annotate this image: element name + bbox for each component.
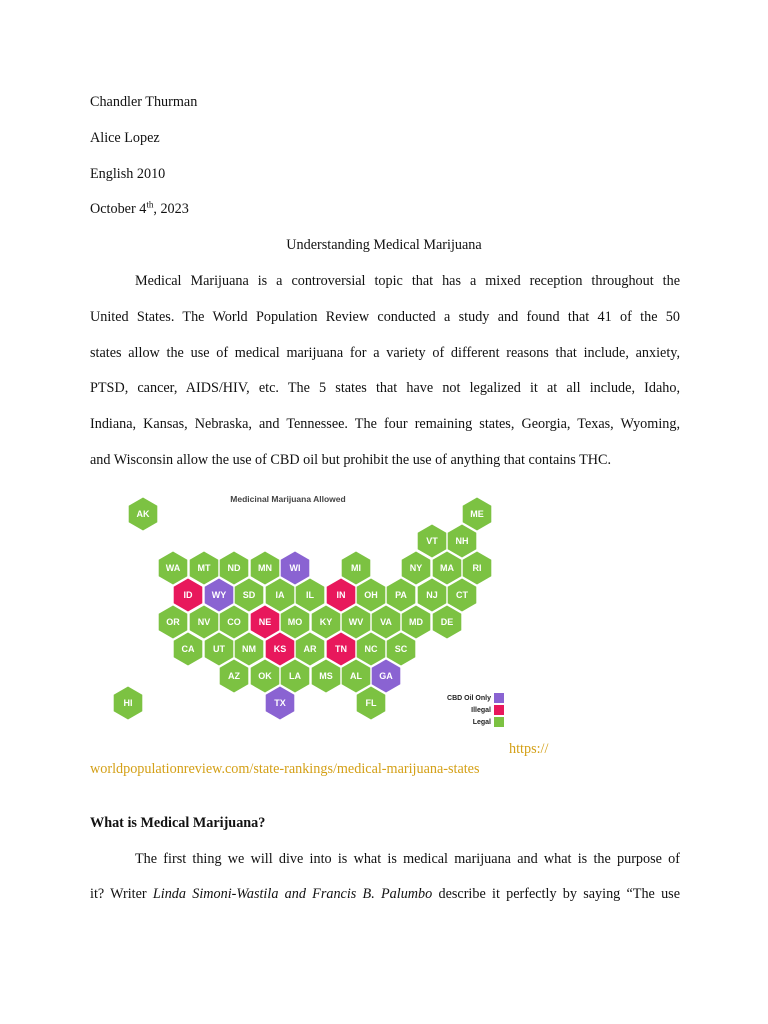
state-label: WV	[348, 617, 364, 628]
state-tile-ut	[205, 633, 234, 666]
state-tile-hi	[114, 687, 143, 720]
state-tile-ct	[448, 579, 477, 612]
state-tile-in	[327, 579, 356, 612]
state-label: MA	[440, 563, 454, 574]
state-tile-oh	[357, 579, 386, 612]
state-tile-mn	[251, 552, 280, 585]
state-tile-az	[220, 660, 249, 693]
date-prefix: October 4	[90, 201, 147, 217]
state-label: RI	[472, 563, 482, 574]
map-title: Medicinal Marijuana Allowed	[230, 494, 346, 504]
state-label: CT	[456, 590, 468, 601]
state-tile-tx	[266, 687, 295, 720]
legend-label-cbd: CBD Oil Only	[447, 695, 491, 702]
state-label: AK	[136, 509, 150, 520]
state-tile-fl	[357, 687, 386, 720]
state-label: KS	[273, 644, 287, 655]
paragraph2-line: The first thing we will dive into is what is medical marijuana and what is the purpose of	[135, 851, 680, 867]
paragraph2-text: describe it perfectly by saying “The use	[432, 886, 681, 902]
state-label: WA	[165, 563, 181, 574]
state-tile-de	[433, 606, 462, 639]
state-label: HI	[123, 698, 133, 709]
state-tile-tn	[327, 633, 356, 666]
state-tile-va	[372, 606, 401, 639]
state-label: LA	[289, 671, 301, 682]
state-tile-nh	[448, 525, 477, 558]
paragraph1-line: states allow the use of medical marijuana for a variety of different reasons that include, anxiety,	[90, 345, 680, 361]
state-tile-co	[220, 606, 249, 639]
state-label: NE	[258, 617, 272, 628]
state-tile-wi	[281, 552, 310, 585]
state-label: WY	[211, 590, 227, 601]
state-label: NV	[197, 617, 211, 628]
state-tile-nc	[357, 633, 386, 666]
document-title: Understanding Medical Marijuana	[286, 237, 482, 253]
state-tile-id	[174, 579, 203, 612]
legend-swatch-legal	[494, 717, 504, 727]
state-tile-or	[159, 606, 188, 639]
state-tile-nm	[235, 633, 264, 666]
paragraph2-line	[90, 886, 680, 903]
state-tile-nv	[190, 606, 219, 639]
state-tile-wv	[342, 606, 371, 639]
state-label: CO	[227, 617, 241, 628]
state-label: TN	[335, 644, 347, 655]
paragraph1-line: and Wisconsin allow the use of CBD oil but prohibit the use of anything that contains THC.	[90, 452, 612, 468]
legend-swatch-illegal	[494, 705, 504, 715]
state-label: TX	[274, 698, 286, 709]
state-label: OH	[364, 590, 378, 601]
instructor-name: Alice Lopez	[90, 130, 160, 146]
course-name: English 2010	[90, 166, 166, 182]
state-label: VA	[380, 617, 392, 628]
source-link-scheme[interactable]: https://	[509, 741, 549, 757]
state-tile-ks	[266, 633, 295, 666]
state-tile-nj	[418, 579, 447, 612]
paragraph1-line: United States. The World Population Review conducted a study and found that 41 of the 50	[90, 309, 680, 325]
state-tile-ky	[312, 606, 341, 639]
state-tile-vt	[418, 525, 447, 558]
state-tile-ar	[296, 633, 325, 666]
state-label: OK	[258, 671, 272, 682]
cited-authors: Linda Simoni-Wastila and Francis B. Palumbo	[152, 886, 433, 902]
state-label: AZ	[228, 671, 240, 682]
state-tile-ny	[402, 552, 431, 585]
legend-label-legal: Legal	[472, 719, 491, 726]
state-tile-ia	[266, 579, 295, 612]
section-heading: What is Medical Marijuana?	[90, 815, 266, 831]
state-tile-ma	[433, 552, 462, 585]
state-label: SC	[394, 644, 408, 655]
state-tile-il	[296, 579, 325, 612]
state-label: ME	[470, 509, 484, 520]
state-label: DE	[440, 617, 454, 628]
state-label: IL	[306, 590, 314, 601]
state-tile-nd	[220, 552, 249, 585]
state-label: FL	[365, 698, 377, 709]
state-label: SD	[242, 590, 256, 601]
state-tile-la	[281, 660, 310, 693]
state-label: AL	[350, 671, 362, 682]
state-tile-mo	[281, 606, 310, 639]
state-label: KY	[319, 617, 333, 628]
state-tile-pa	[387, 579, 416, 612]
state-label: MI	[351, 563, 361, 574]
state-label: ND	[227, 563, 241, 574]
state-tile-ak	[129, 498, 158, 531]
date-superscript: th	[146, 199, 154, 210]
state-label: NM	[242, 644, 256, 655]
source-link-part1[interactable]	[509, 741, 548, 758]
author-name: Chandler Thurman	[90, 94, 198, 110]
legend-swatch-cbd	[494, 693, 504, 703]
paragraph1-line: Medical Marijuana is a controversial topic that has a mixed reception throughout the	[135, 273, 680, 289]
state-label: NC	[364, 644, 378, 655]
legend-label-illegal: Illegal	[471, 707, 491, 714]
state-label: IA	[275, 590, 285, 601]
state-tile-sd	[235, 579, 264, 612]
state-label: PA	[395, 590, 407, 601]
state-tile-sc	[387, 633, 416, 666]
state-tile-al	[342, 660, 371, 693]
state-label: NY	[409, 563, 423, 574]
state-tile-wa	[159, 552, 188, 585]
state-label: GA	[379, 671, 393, 682]
source-link-url[interactable]: worldpopulationreview.com/state-rankings/medical-marijuana-states	[90, 761, 480, 777]
paragraph2-text: it? Writer	[90, 886, 153, 902]
state-label: NJ	[426, 590, 438, 601]
source-link-part2[interactable]	[90, 761, 480, 778]
state-label: ID	[183, 590, 193, 601]
state-label: MT	[197, 563, 211, 574]
state-tile-mi	[342, 552, 371, 585]
paragraph1-line: PTSD, cancer, AIDS/HIV, etc. The 5 states that have not legalized it at all include, Idaho,	[90, 380, 680, 396]
state-tile-me	[463, 498, 492, 531]
state-label: VT	[426, 536, 438, 547]
state-tile-mt	[190, 552, 219, 585]
medical-marijuana-map	[91, 488, 509, 738]
state-tile-ms	[312, 660, 341, 693]
state-label: MO	[287, 617, 303, 628]
state-label: MD	[409, 617, 423, 628]
state-tile-md	[402, 606, 431, 639]
state-label: NH	[455, 536, 469, 547]
state-label: AR	[303, 644, 317, 655]
state-label: OR	[166, 617, 180, 628]
hex-map-figure	[91, 488, 509, 738]
state-label: CA	[181, 644, 195, 655]
state-tile-wy	[205, 579, 234, 612]
date-suffix: , 2023	[153, 201, 189, 217]
state-tile-ca	[174, 633, 203, 666]
state-label: MS	[319, 671, 333, 682]
state-label: MN	[258, 563, 272, 574]
state-label: IN	[336, 590, 346, 601]
state-tile-ne	[251, 606, 280, 639]
paragraph1-line: Indiana, Kansas, Nebraska, and Tennessee. The four remaining states, Georgia, Texas, Wyoming,	[90, 416, 680, 432]
date-line	[90, 201, 189, 218]
state-tile-ga	[372, 660, 401, 693]
state-tile-ok	[251, 660, 280, 693]
state-label: UT	[213, 644, 225, 655]
state-tile-ri	[463, 552, 492, 585]
state-label: WI	[289, 563, 301, 574]
